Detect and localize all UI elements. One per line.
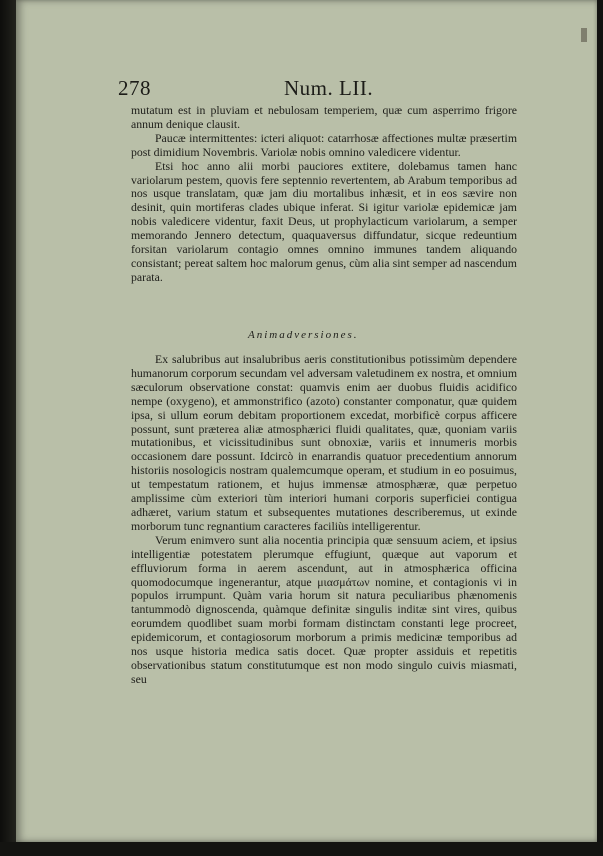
body-paragraph: Verum enimvero sunt alia nocentia principia quæ sensuum aciem, et ipsius intelligentiæ potestatem plerumque effugiunt, quæque aut vaporum et effluviorum forma in aerem ascendunt, aut in atmosphærica officina quomodocumque ingenerantur, atque μιασμάτων nomine, et contagionis vi in populos irrumpunt. Quàm varia horum sit natura peculiaribus phænomenis tantummodò dignoscenda, quàmque definitæ singulis inditæ sint vires, quibus eorumdem quodlibet suam morbi formam distinctam constanti lege procreet, epidemicorum, et contagiosorum morborum a primis medicinæ temporibus ad nos usque historia medica satis docet. Quæ propter assiduis et repetitis observationibus statum constitutumque est non modo singulo cuivis miasmati, seu <box>131 532 517 686</box>
section-heading: Animadversiones. <box>248 329 359 341</box>
body-text <box>131 353 517 687</box>
intro-paragraph: Etsi hoc anno alii morbi pauciores extitere, dolebamus tamen hanc variolarum pestem, quovis fere septennio revertentem, ab Arabum temporibus ad nos usque translatam, quæ jam diu mortalibus inhæsit, et in eos sævire non desinit, quin mortiferas clades ubique inferat. Si igitur variolæ epidemicæ jam nobis valedicere videntur, faxit Deus, ut prophylacticum variolarum, a semper memorando Jennero detectum, quaquaversus diffundatur, sicque redeuntium forsitan variolarum contagio omnes omnino immunes tandem aliquando consistant; pereat saltem hoc malorum genus, cùm alia sint semper ad nascendum parata. <box>131 158 517 284</box>
page-number: 278 <box>118 76 151 100</box>
page-edge-shadow <box>597 0 603 856</box>
running-head: Num. LII. <box>284 76 374 100</box>
intro-paragraph: Paucæ intermittentes: icteri aliquot: catarrhosæ affectiones multæ præsertim post dimidium Novembris. Variolæ nobis omnino valedicere videntur. <box>131 130 517 159</box>
body-paragraph: Ex salubribus aut insalubribus aeris constitutionibus potissimùm dependere humanorum corporum secundam vel adversam valetudinem ex nostra, et omnium sæculorum observatione constat: quamvis enim aer duobus fluidis acidifico nempe (oxygeno), et ammonstrifico (azoto) constanter componatur, quæ quidem ipsa, si ullum eorum debitam proportionem excedat, morbificè corpus afficere possunt, sunt præterea aliæ atmosphærici fluidi qualitates, quæ, quoniam variis mutationibus, et vicissitudinibus sunt obnoxiæ, variis et innumeris morbis occasionem dare possunt. Idcircò in enarrandis quatuor precedentium annorum historiis nosologicis nostram qualemcumque operam, et studium in eo posuimus, ut tempestatum rationem, et hujus immensæ atmosphæræ, quæ perpetuo amplissime cùm exteriori tùm interiori humani corporis superficiei contigua adhæret, varium statum et subsequentes mutationes describeremus, ut exinde morborum tunc regnantium caracteres faciliùs intelligerentur. <box>131 352 517 533</box>
intro-text <box>131 104 517 285</box>
page-header <box>118 76 518 104</box>
intro-paragraph: mutatum est in pluviam et nebulosam temperiem, quæ cum asperrimo frigore annum denique clausit. <box>131 103 517 131</box>
page-corner-mark <box>581 28 587 42</box>
bottom-edge-shadow <box>0 842 603 856</box>
